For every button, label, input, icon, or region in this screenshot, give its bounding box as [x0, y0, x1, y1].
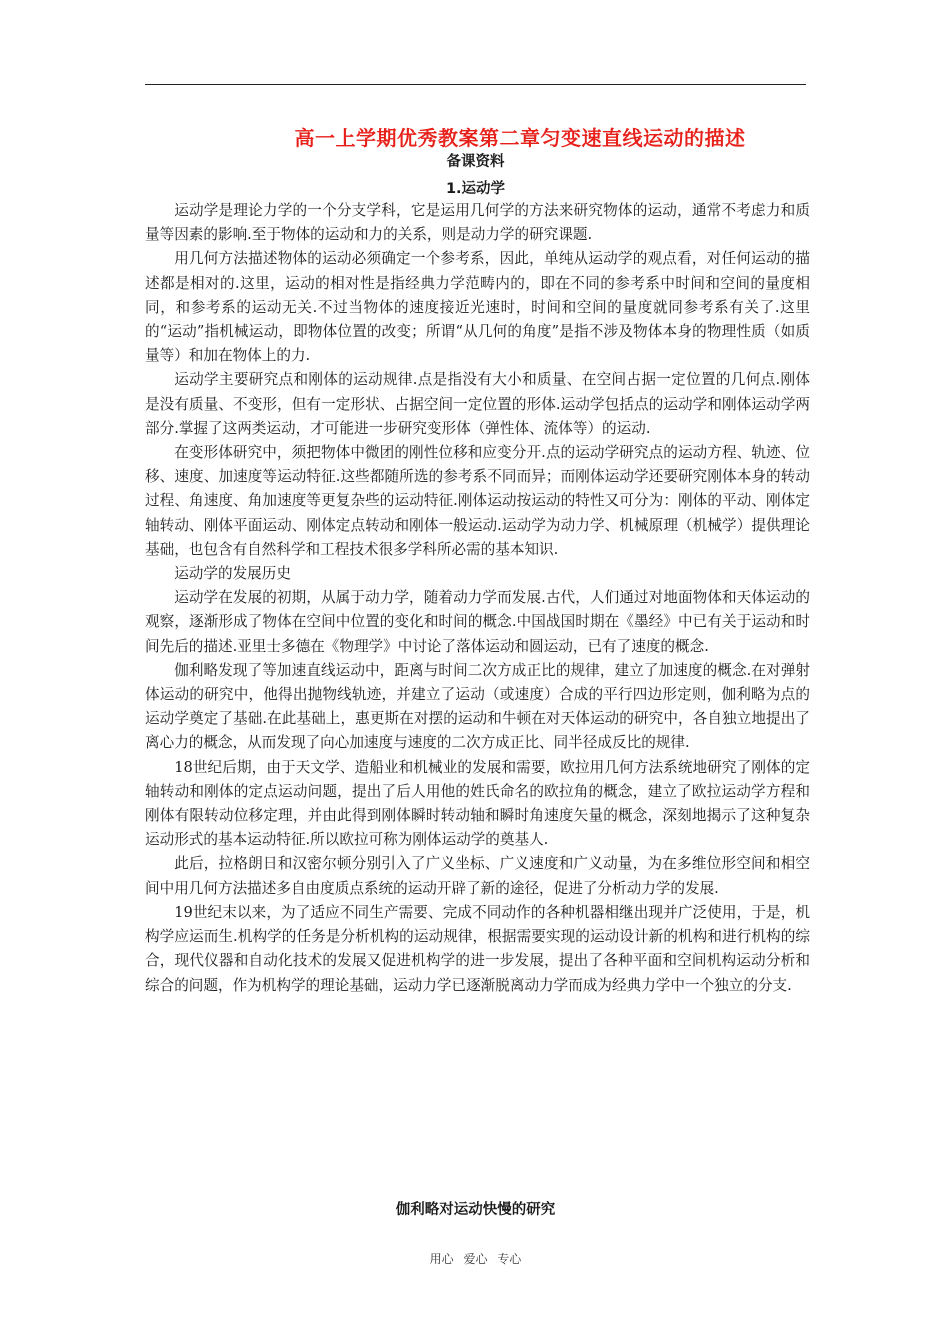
history-paragraph: 此后，拉格朗日和汉密尔顿分别引入了广义坐标、广义速度和广义动量，为在多维位形空间和相空间中用几何方法描述多自由度质点系统的运动开辟了新的途径，促进了分析动力学的发展.	[145, 855, 810, 897]
body-paragraph: 用几何方法描述物体的运动必须确定一个参考系，因此，单纯从运动学的观点看，对任何运动的描述都是相对的.这里，运动的相对性是指经典力学范畴内的，即在不同的参考系中时间和空间的量度相同，和参考系的运动无关.不过当物体的速度接近光速时，时间和空间的量度就同参考系有关了.这里的“运动”指机械运动，即物体位置的改变；所谓“从几何的角度”是指不涉及物体本身的物理性质（如质量等）和加在物体上的力.	[145, 250, 810, 365]
history-heading: 运动学的发展历史	[174, 565, 291, 583]
header-rule	[145, 84, 806, 85]
history-paragraph: 运动学在发展的初期，从属于动力学，随着动力学而发展.古代，人们通过对地面物体和天体运动的观察，逐渐形成了物体在空间中位置的变化和时间的概念.中国战国时期在《墨经》中已有关于运动和时间先后的描述.亚里士多德在《物理学》中讨论了落体运动和圆运动，已有了速度的概念.	[145, 589, 810, 655]
body-paragraph: 运动学主要研究点和刚体的运动规律.点是指没有大小和质量、在空间占据一定位置的几何点.刚体是没有质量、不变形，但有一定形状、占据空间一定位置的形体.运动学包括点的运动学和刚体运动学两部分.掌握了这两类运动，才可能进一步研究变形体（弹性体、流体等）的运动.	[145, 371, 810, 437]
history-paragraph: 18世纪后期，由于天文学、造船业和机械业的发展和需要，欧拉用几何方法系统地研究了刚体的定轴转动和刚体的定点运动问题，提出了后人用他的姓氏命名的欧拉角的概念，建立了欧拉运动学方程和刚体有限转动位移定理，并由此得到刚体瞬时转动轴和瞬时角速度矢量的概念，深刻地揭示了这种复杂运动形式的基本运动特征.所以欧拉可称为刚体运动学的奠基人.	[145, 758, 810, 849]
body-paragraph: 运动学是理论力学的一个分支学科，它是运用几何学的方法来研究物体的运动，通常不考虑力和质量等因素的影响.至于物体的运动和力的关系，则是动力学的研究课题.	[145, 202, 810, 244]
page-footer: 用心 爱心 专心	[429, 1252, 522, 1266]
document-title: 高一上学期优秀教案第二章匀变速直线运动的描述	[294, 126, 746, 150]
document-subtitle: 备课资料	[446, 154, 505, 170]
history-paragraph: 19世纪末以来，为了适应不同生产需要、完成不同动作的各种机器相继出现并广泛使用，于是，机构学应运而生.机构学的任务是分析机构的运动规律，根据需要实现的运动设计新的机构和进行机构的综合，现代仪器和自动化技术的发展又促进机构学的进一步发展，提出了各种平面和空间机构运动分析和综合的问题，作为机构学的理论基础，运动力学已逐渐脱离动力学而成为经典力学中一个独立的分支.	[145, 903, 810, 994]
section-heading: 1.运动学	[445, 181, 506, 197]
history-paragraph: 伽利略发现了等加速直线运动中，距离与时间二次方成正比的规律，建立了加速度的概念.在对弹射体运动的研究中，他得出抛物线轨迹，并建立了运动（或速度）合成的平行四边形定则，伽利略为点的运动学奠定了基础.在此基础上，惠更斯在对摆的运动和牛顿在对天体运动的研究中，各自独立地提出了离心力的概念，从而发现了向心加速度与速度的二次方成正比、同半径成反比的规律.	[145, 661, 810, 752]
next-section-title: 伽利略对运动快慢的研究	[395, 1202, 556, 1218]
body-paragraph: 在变形体研究中，须把物体中微团的刚性位移和应变分开.点的运动学研究点的运动方程、轨迹、位移、速度、加速度等运动特征.这些都随所选的参考系不同而异；而刚体运动学还要研究刚体本身的转动过程、角速度、角加速度等更复杂些的运动特征.刚体运动按运动的特性又可分为：刚体的平动、刚体定轴转动、刚体平面运动、刚体定点转动和刚体一般运动.运动学为动力学、机械原理（机械学）提供理论基础，也包含有自然科学和工程技术很多学科所必需的基本知识.	[145, 444, 810, 558]
document-body	[145, 199, 810, 998]
